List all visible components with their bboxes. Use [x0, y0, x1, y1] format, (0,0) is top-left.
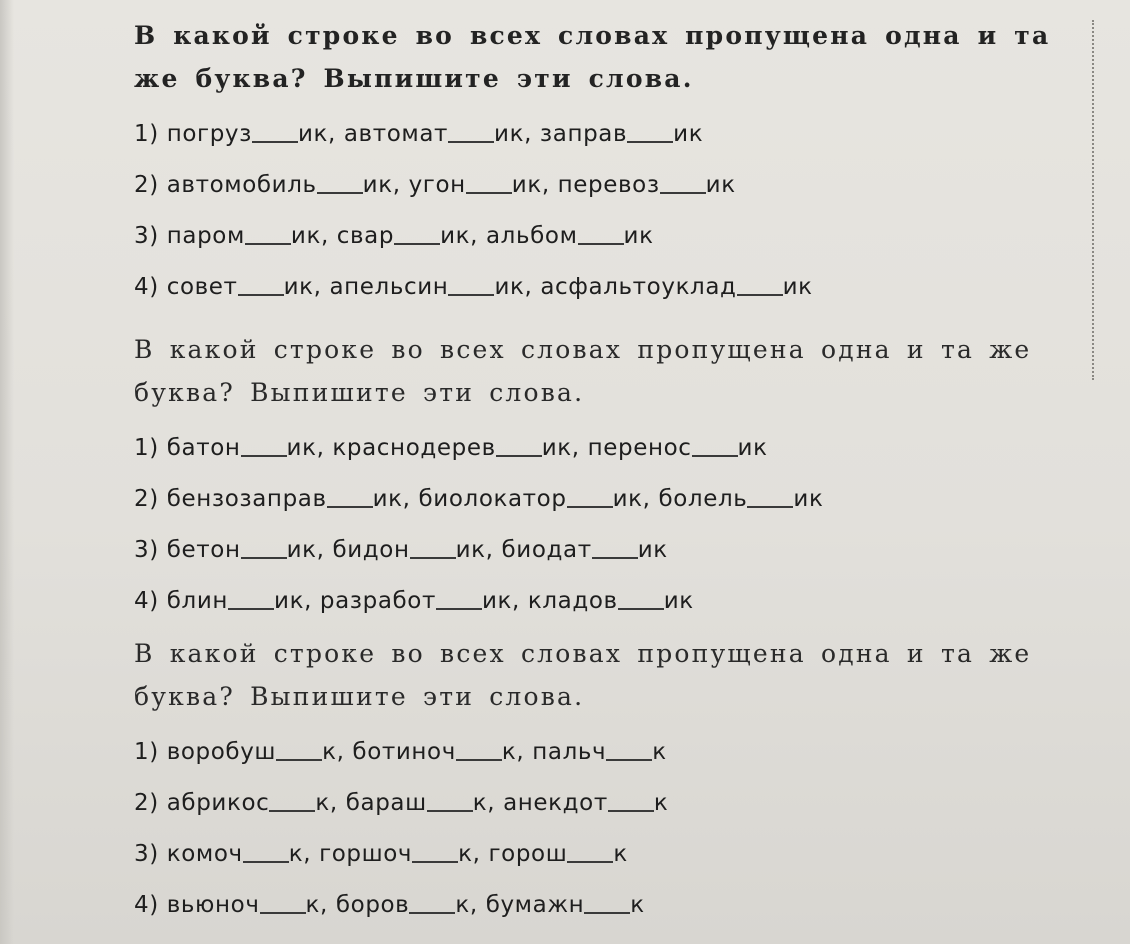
- word-stem: совет: [166, 274, 238, 300]
- word-suffix: ик: [612, 486, 643, 512]
- word-suffix: ик: [705, 172, 736, 198]
- word-suffix: ик: [541, 435, 572, 461]
- word-stem: погруз: [166, 121, 252, 147]
- missing-letter-blank: [436, 586, 482, 610]
- word-stem: боров: [335, 892, 410, 918]
- word-stem: заправ: [539, 121, 628, 147]
- option-number: 3): [134, 223, 159, 249]
- word-suffix: к: [630, 892, 645, 918]
- word-stem: разработ: [319, 588, 436, 614]
- word-separator: ,: [485, 537, 494, 563]
- option-number: 2): [134, 790, 159, 816]
- missing-letter-blank: [245, 221, 291, 245]
- option-number: 3): [134, 537, 159, 563]
- option-list: [134, 727, 1084, 931]
- option-number: 1): [134, 739, 159, 765]
- word-separator: ,: [512, 588, 520, 614]
- option-list: [134, 109, 1084, 313]
- exercise-question: В какой строке во всех словах пропущена одна и та же буква? Выпишите эти слова.: [134, 639, 1032, 711]
- option-number: 1): [134, 121, 159, 147]
- word-separator: ,: [320, 223, 329, 249]
- exercise-question: В какой строке во всех словах пропущена одна и та же буква? Выпишите эти слова.: [134, 21, 1051, 93]
- missing-letter-blank: [394, 221, 440, 245]
- word-separator: ,: [571, 435, 580, 461]
- word-suffix: к: [315, 790, 330, 816]
- missing-letter-blank: [747, 484, 793, 508]
- word-separator: ,: [303, 841, 312, 867]
- word-stem: бетон: [166, 537, 241, 563]
- word-stem: биодат: [501, 537, 592, 563]
- exercise-question: В какой строке во всех словах пропущена одна и та же буква? Выпишите эти слова.: [134, 335, 1032, 407]
- word-suffix: ик: [286, 435, 317, 461]
- option-row: [134, 262, 1084, 313]
- word-stem: альбом: [485, 223, 578, 249]
- word-stem: бараш: [345, 790, 427, 816]
- word-separator: ,: [472, 841, 481, 867]
- word-suffix: ик: [455, 537, 486, 563]
- word-separator: ,: [516, 739, 525, 765]
- word-separator: ,: [328, 121, 336, 147]
- word-stem: ботиноч: [352, 739, 456, 765]
- word-stem: автомобиль: [166, 172, 317, 198]
- missing-letter-blank: [243, 839, 289, 863]
- word-stem: свар: [336, 223, 395, 249]
- missing-letter-blank: [578, 221, 624, 245]
- option-row: [134, 423, 1084, 474]
- word-stem: перенос: [587, 435, 692, 461]
- missing-letter-blank: [584, 890, 630, 914]
- word-stem: бидон: [332, 537, 410, 563]
- word-suffix: ик: [481, 588, 513, 614]
- word-separator: ,: [524, 121, 532, 147]
- word-suffix: к: [472, 790, 488, 816]
- word-stem: угон: [408, 172, 466, 198]
- word-suffix: ик: [274, 588, 305, 614]
- option-number: 3): [134, 841, 159, 867]
- missing-letter-blank: [608, 788, 654, 812]
- missing-letter-blank: [466, 170, 512, 194]
- word-separator: ,: [541, 172, 550, 198]
- option-row: [134, 880, 1084, 931]
- word-stem: горшоч: [319, 841, 413, 867]
- word-stem: паром: [166, 223, 245, 249]
- option-row: [134, 727, 1084, 778]
- word-stem: краснодерев: [332, 435, 496, 461]
- word-suffix: к: [613, 841, 628, 867]
- option-number: 2): [134, 172, 159, 198]
- option-row: [134, 160, 1084, 211]
- word-suffix: ик: [286, 537, 317, 563]
- word-stem: перевоз: [557, 172, 660, 198]
- missing-letter-blank: [241, 535, 287, 559]
- option-list: [134, 423, 1084, 627]
- word-suffix: к: [305, 892, 321, 918]
- missing-letter-blank: [269, 788, 315, 812]
- option-number: 4): [134, 588, 159, 614]
- missing-letter-blank: [567, 484, 613, 508]
- missing-letter-blank: [252, 119, 298, 143]
- word-separator: ,: [316, 435, 325, 461]
- option-row: [134, 576, 1084, 627]
- missing-letter-blank: [238, 272, 284, 296]
- missing-letter-blank: [409, 890, 455, 914]
- missing-letter-blank: [627, 119, 673, 143]
- word-stem: биолокатор: [418, 486, 567, 512]
- missing-letter-blank: [260, 890, 306, 914]
- missing-letter-blank: [618, 586, 664, 610]
- word-separator: ,: [329, 790, 338, 816]
- missing-letter-blank: [606, 737, 652, 761]
- missing-letter-blank: [448, 272, 494, 296]
- word-separator: ,: [469, 892, 478, 918]
- word-suffix: ик: [297, 121, 329, 147]
- missing-letter-blank: [567, 839, 613, 863]
- option-row: [134, 829, 1084, 880]
- word-suffix: ик: [782, 274, 813, 300]
- word-suffix: ик: [440, 223, 471, 249]
- word-separator: ,: [313, 274, 322, 300]
- word-suffix: к: [458, 841, 473, 867]
- word-suffix: ик: [372, 486, 403, 512]
- option-row: [134, 525, 1084, 576]
- word-stem: воробуш: [166, 739, 277, 765]
- word-stem: апельсин: [329, 274, 449, 300]
- word-suffix: ик: [637, 537, 668, 563]
- word-suffix: ик: [793, 486, 824, 512]
- word-stem: горош: [488, 841, 568, 867]
- missing-letter-blank: [327, 484, 373, 508]
- word-stem: блин: [166, 588, 229, 614]
- word-suffix: к: [501, 739, 517, 765]
- word-suffix: ик: [283, 274, 314, 300]
- word-stem: асфальтоуклад: [540, 274, 737, 300]
- word-separator: ,: [487, 790, 496, 816]
- word-suffix: ик: [494, 274, 525, 300]
- word-stem: болель: [658, 486, 748, 512]
- word-suffix: ик: [663, 588, 694, 614]
- option-row: [134, 211, 1084, 262]
- missing-letter-blank: [456, 737, 502, 761]
- missing-letter-blank: [692, 433, 738, 457]
- word-stem: комоч: [166, 841, 243, 867]
- word-separator: ,: [470, 223, 479, 249]
- option-row: [134, 109, 1084, 160]
- word-separator: ,: [336, 739, 345, 765]
- option-number: 2): [134, 486, 159, 512]
- word-separator: ,: [402, 486, 411, 512]
- word-suffix: к: [653, 790, 669, 816]
- option-number: 4): [134, 274, 159, 300]
- missing-letter-blank: [317, 170, 363, 194]
- word-stem: вьюноч: [166, 892, 260, 918]
- missing-letter-blank: [276, 737, 322, 761]
- word-suffix: ик: [494, 121, 525, 147]
- option-number: 1): [134, 435, 159, 461]
- word-stem: бензозаправ: [166, 486, 327, 512]
- word-separator: ,: [642, 486, 651, 512]
- word-stem: пальч: [532, 739, 607, 765]
- missing-letter-blank: [410, 535, 456, 559]
- word-stem: анекдот: [503, 790, 608, 816]
- word-suffix: к: [288, 841, 304, 867]
- missing-letter-blank: [660, 170, 706, 194]
- missing-letter-blank: [427, 788, 473, 812]
- word-separator: ,: [320, 892, 328, 918]
- exercise-1: [134, 14, 1084, 313]
- exercise-2: [134, 328, 1084, 627]
- missing-letter-blank: [592, 535, 638, 559]
- word-suffix: ик: [362, 172, 393, 198]
- word-suffix: ик: [290, 223, 321, 249]
- missing-letter-blank: [228, 586, 274, 610]
- word-suffix: к: [322, 739, 337, 765]
- word-stem: бумажн: [485, 892, 585, 918]
- missing-letter-blank: [737, 272, 783, 296]
- word-suffix: ик: [623, 223, 654, 249]
- missing-letter-blank: [412, 839, 458, 863]
- word-suffix: к: [455, 892, 470, 918]
- word-suffix: ик: [673, 121, 704, 147]
- word-separator: ,: [392, 172, 401, 198]
- missing-letter-blank: [448, 119, 494, 143]
- word-suffix: ик: [737, 435, 768, 461]
- missing-letter-blank: [496, 433, 542, 457]
- page-edge-shadow: [0, 0, 14, 944]
- word-suffix: ик: [511, 172, 542, 198]
- dotted-margin-line: [1092, 20, 1094, 380]
- word-stem: автомат: [343, 121, 449, 147]
- word-stem: кладов: [527, 588, 618, 614]
- word-separator: ,: [524, 274, 533, 300]
- word-stem: батон: [166, 435, 241, 461]
- exercise-3: [134, 632, 1084, 931]
- word-separator: ,: [316, 537, 325, 563]
- word-stem: абрикос: [166, 790, 270, 816]
- word-suffix: к: [652, 739, 667, 765]
- option-number: 4): [134, 892, 159, 918]
- word-separator: ,: [304, 588, 312, 614]
- missing-letter-blank: [241, 433, 287, 457]
- option-row: [134, 778, 1084, 829]
- option-row: [134, 474, 1084, 525]
